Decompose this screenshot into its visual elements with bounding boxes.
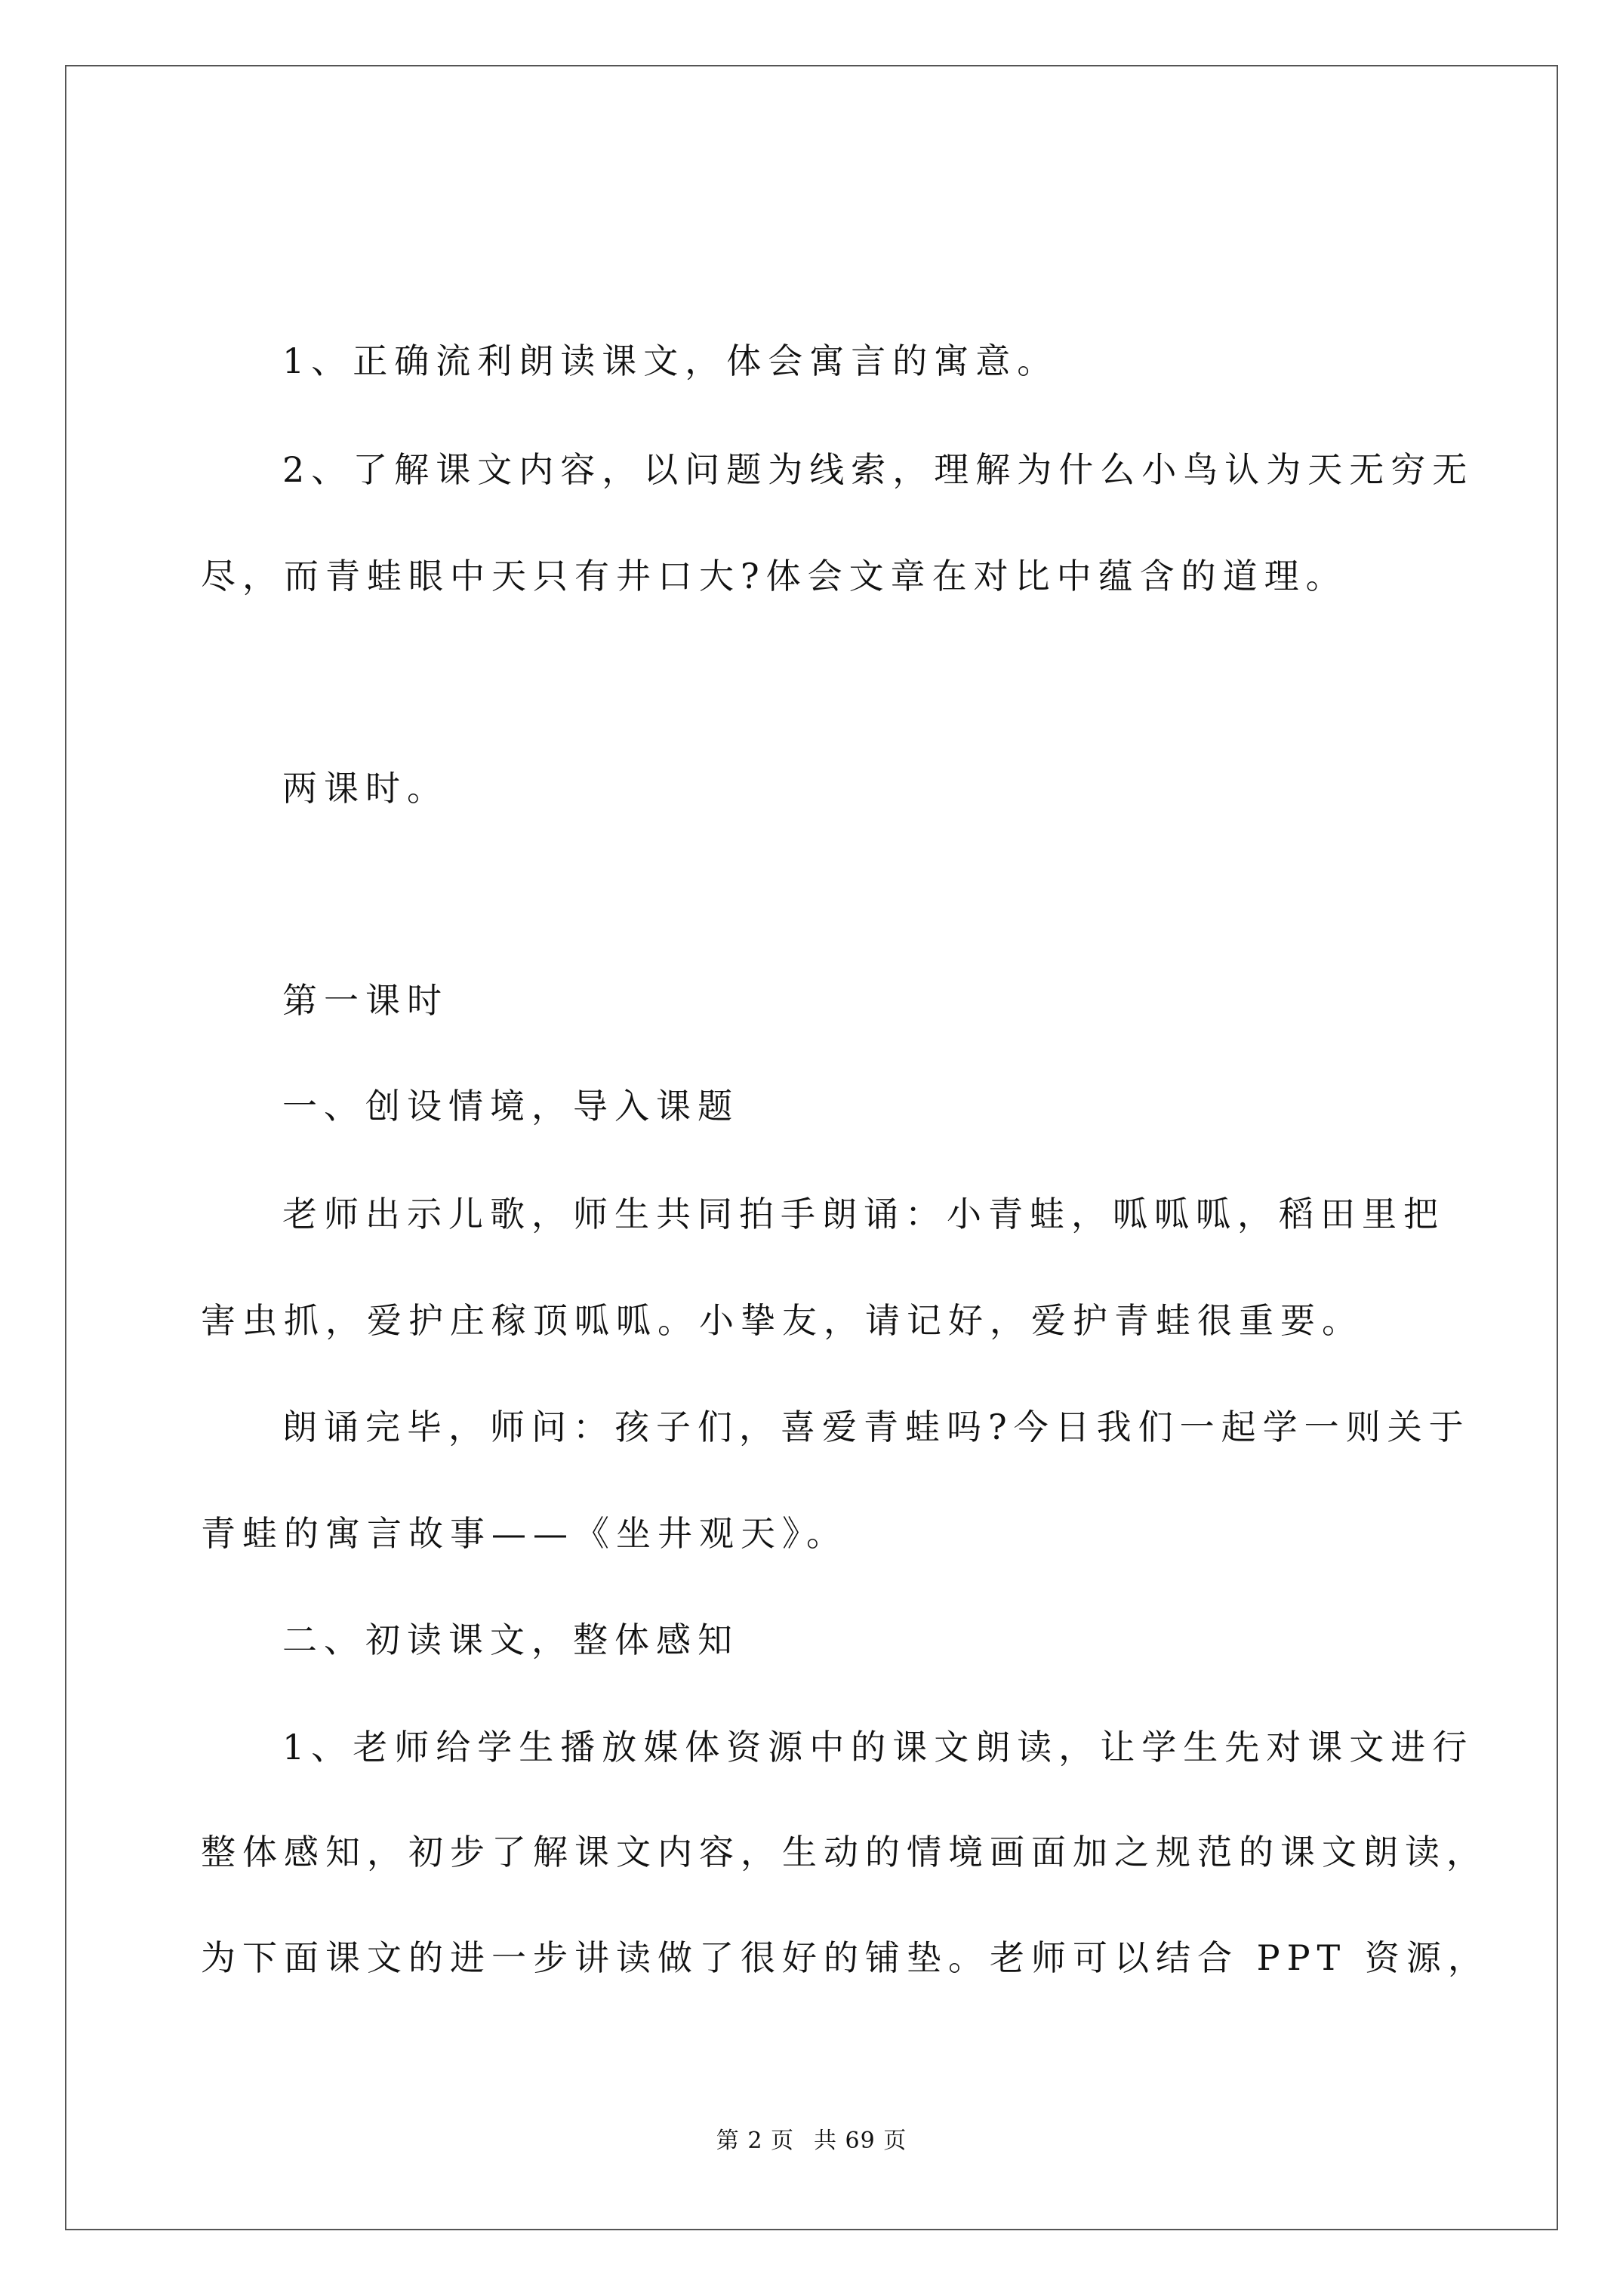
paragraph-line: 老师出示儿歌，师生共同拍手朗诵：小青蛙，呱呱呱，稻田里把 xyxy=(282,1194,1445,1234)
section-heading: 二、初读课文，整体感知 xyxy=(282,1620,739,1660)
paragraph-line: 害虫抓，爱护庄稼顶呱呱。小挚友，请记好，爱护青蛙很重要。 xyxy=(201,1300,1363,1341)
paragraph-line: 整体感知，初步了解课文内容，生动的情境画面加之规范的课文朗读， xyxy=(201,1832,1488,1872)
section-heading: 一、创设情境，导入课题 xyxy=(282,1086,739,1126)
paragraph-line: 为下面课文的进一步讲读做了很好的铺垫。老师可以结合 PPT 资源， xyxy=(201,1937,1489,1978)
paragraph-line: 朗诵完毕，师问：孩子们，喜爱青蛙吗?今日我们一起学一则关于 xyxy=(282,1407,1471,1447)
page-border xyxy=(65,65,1558,2230)
paragraph-line: 1、正确流利朗读课文，体会寓言的寓意。 xyxy=(282,341,1059,381)
section-heading: 第一课时 xyxy=(282,980,448,1021)
paragraph-line: 两课时。 xyxy=(282,768,448,809)
paragraph-line: 1、老师给学生播放媒体资源中的课文朗读，让学生先对课文进行 xyxy=(282,1727,1474,1767)
page-total: 共 69 页 xyxy=(813,2128,907,2154)
paragraph-line: 2、了解课文内容，以问题为线索，理解为什么小鸟认为天无穷无 xyxy=(282,449,1474,490)
page-footer xyxy=(0,2126,1623,2156)
paragraph-line: 尽，而青蛙眼中天只有井口大?体会文章在对比中蕴含的道理。 xyxy=(201,556,1347,596)
paragraph-line: 青蛙的寓言故事——《坐井观天》。 xyxy=(201,1513,848,1554)
page-number: 第 2 页 xyxy=(716,2128,794,2154)
